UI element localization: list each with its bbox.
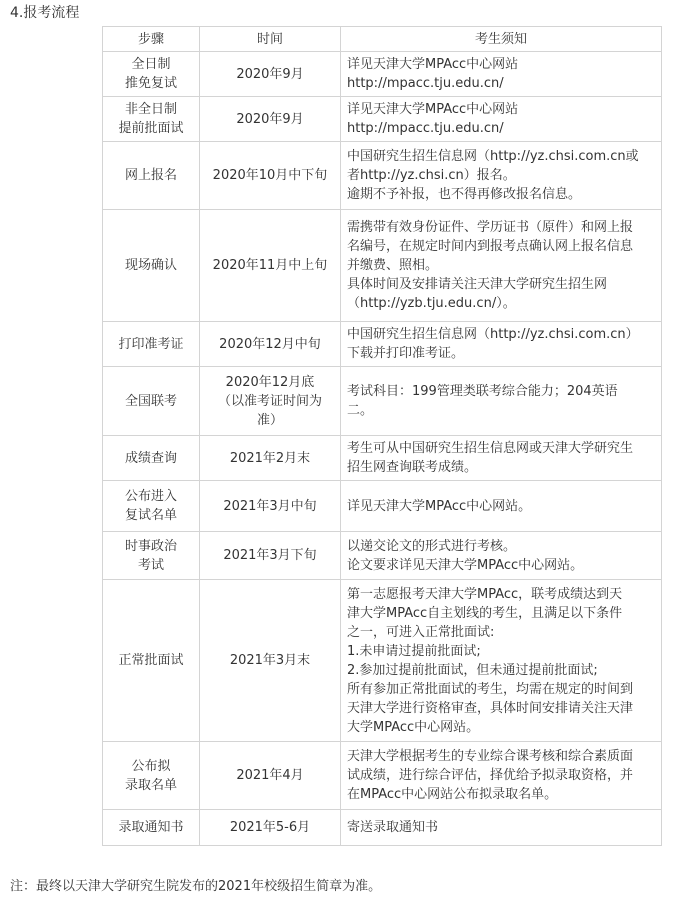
notes-text-line: 二。 [347, 403, 374, 418]
column-header-step: 步骤 [103, 27, 200, 52]
table-row [103, 532, 662, 580]
notes-text-line: 试成绩，进行综合评估，择优给予拟录取资格，并 [347, 768, 634, 783]
table-row [103, 742, 662, 810]
notes-text-line: http://mpacc.tju.edu.cn/ [347, 76, 504, 91]
notes-text-line: 大学MPAcc中心网站。 [347, 719, 480, 735]
notes-text-line: 需携带有效身份证件、学历证书（原件）和网上报 [347, 220, 634, 235]
notes-text-line: 详见天津大学MPAcc中心网站。 [347, 498, 532, 514]
time-text-line: 2020年9月 [236, 66, 304, 82]
notes-text-line: 考生可从中国研究生招生信息网或天津大学研究生 [347, 441, 634, 456]
notes-text-line: 天津大学根据考生的专业综合课考核和综合素质面 [347, 749, 634, 764]
section-heading: 4.报考流程 [10, 5, 80, 21]
notes-text-line: 逾期不予补报，也不得再修改报名信息。 [347, 187, 582, 202]
time-cell [200, 436, 341, 481]
step-cell [103, 742, 200, 810]
time-cell [200, 97, 341, 142]
time-text-line: 2021年4月 [236, 768, 304, 783]
step-text-line: 打印准考证 [118, 336, 184, 352]
notes-cell [341, 367, 662, 436]
notes-text-line: 1.未申请过提前批面试; [347, 643, 481, 659]
column-header-notes: 考生须知 [341, 27, 662, 52]
notes-text-line: 在MPAcc中心网站公布拟录取名单。 [347, 787, 558, 802]
notes-text-line: 下载并打印准考证。 [347, 346, 465, 361]
step-cell [103, 97, 200, 142]
footnote: 注：最终以天津大学研究生院发布的2021年校级招生简章为准。 [10, 879, 382, 894]
notes-text-line: 第一志愿报考天津大学MPAcc，联考成绩达到天 [347, 586, 623, 602]
step-cell [103, 810, 200, 846]
notes-text-line: （http://yzb.tju.edu.cn/）。 [347, 296, 516, 311]
table-row [103, 97, 662, 142]
step-text-line: 网上报名 [124, 168, 177, 183]
step-cell [103, 210, 200, 322]
notes-text-line: http://mpacc.tju.edu.cn/ [347, 121, 504, 136]
notes-cell [341, 436, 662, 481]
notes-text-line: 所有参加正常批面试的考生，均需在规定的时间到 [347, 681, 634, 697]
step-cell [103, 52, 200, 97]
notes-text-line: 详见天津大学MPAcc中心网站 [347, 57, 519, 72]
time-text-line: 2020年11月中上旬 [212, 258, 328, 273]
notes-text-line: 寄送录取通知书 [347, 820, 439, 835]
table-row [103, 322, 662, 367]
time-text-line: 2020年12月底 [225, 374, 315, 390]
step-cell [103, 436, 200, 481]
time-text-line: 2021年3月下旬 [223, 548, 317, 563]
step-text-line: 录取名单 [124, 777, 177, 793]
time-cell [200, 322, 341, 367]
step-cell [103, 532, 200, 580]
notes-text-line: 者http://yz.chsi.cn）报名。 [347, 168, 516, 183]
step-text-line: 成绩查询 [124, 450, 177, 466]
notes-text-line: 招生网查询联考成绩。 [347, 460, 478, 475]
step-cell [103, 142, 200, 210]
table-row [103, 52, 662, 97]
column-header-time: 时间 [200, 27, 341, 52]
table-header [103, 27, 662, 52]
notes-text-line: 论文要求详见天津大学MPAcc中心网站。 [347, 557, 584, 573]
table-row [103, 481, 662, 532]
notes-text-line: 中国研究生招生信息网（http://yz.chsi.com.cn） [347, 327, 639, 342]
notes-cell [341, 52, 662, 97]
notes-text-line: 具体时间及安排请关注天津大学研究生招生网 [347, 277, 608, 292]
table-header-row [103, 27, 662, 52]
notes-cell [341, 322, 662, 367]
step-cell [103, 481, 200, 532]
step-text-line: 公布进入 [124, 489, 177, 504]
time-cell [200, 532, 341, 580]
table-row [103, 580, 662, 742]
notes-cell [341, 210, 662, 322]
notes-text-line: 以递交论文的形式进行考核。 [347, 538, 517, 554]
step-text-line: 现场确认 [124, 258, 177, 273]
time-text-line: 2021年3月末 [229, 653, 311, 668]
time-cell [200, 481, 341, 532]
step-cell [103, 367, 200, 436]
time-cell [200, 210, 341, 322]
notes-cell [341, 97, 662, 142]
table-row [103, 367, 662, 436]
notes-cell [341, 742, 662, 810]
notes-text-line: 详见天津大学MPAcc中心网站 [347, 102, 519, 117]
step-text-line: 全国联考 [124, 393, 177, 409]
step-text-line: 非全日制 [124, 102, 177, 117]
time-cell [200, 580, 341, 742]
notes-cell [341, 810, 662, 846]
table-body [103, 52, 662, 846]
table-row [103, 436, 662, 481]
time-cell [200, 52, 341, 97]
notes-text-line: 天津大学进行资格审查，具体时间安排请关注天津 [347, 700, 634, 716]
step-text-line: 推免复试 [124, 76, 177, 91]
notes-text-line: 津大学MPAcc自主划线的考生，且满足以下条件 [347, 605, 623, 621]
notes-text-line: 中国研究生招生信息网（http://yz.chsi.com.cn或 [347, 149, 639, 164]
notes-text-line: 2.参加过提前批面试，但未通过提前批面试; [347, 662, 598, 678]
table-row [103, 810, 662, 846]
notes-cell [341, 481, 662, 532]
time-cell [200, 142, 341, 210]
time-text-line: 2021年2月末 [229, 450, 311, 466]
notes-text-line: 之一，可进入正常批面试: [347, 624, 495, 640]
table-row [103, 142, 662, 210]
step-text-line: 正常批面试 [118, 653, 184, 668]
notes-text-line: 考试科目：199管理类联考综合能力；204英语 [347, 384, 618, 399]
time-text-line: （以准考证时间为 [217, 393, 322, 409]
time-text-line: 2020年10月中下旬 [212, 168, 328, 183]
time-text-line: 2021年3月中旬 [223, 498, 317, 514]
notes-cell [341, 532, 662, 580]
step-cell [103, 322, 200, 367]
time-cell [200, 367, 341, 436]
step-text-line: 公布拟 [131, 758, 171, 774]
step-text-line: 录取通知书 [118, 820, 184, 835]
step-text-line: 考试 [137, 557, 164, 573]
notes-cell [341, 142, 662, 210]
notes-text-line: 名编号，在规定时间内到报考点确认网上报名信息 [347, 239, 634, 254]
notes-text-line: 并缴费、照相。 [347, 258, 439, 273]
step-text-line: 全日制 [131, 57, 171, 72]
step-text-line: 提前批面试 [118, 121, 184, 136]
step-text-line: 复试名单 [124, 508, 177, 523]
time-text-line: 准） [256, 412, 283, 428]
notes-cell [341, 580, 662, 742]
time-cell [200, 742, 341, 810]
admission-process-table [102, 26, 662, 846]
table-row [103, 210, 662, 322]
time-text-line: 2020年9月 [236, 111, 304, 127]
time-cell [200, 810, 341, 846]
time-text-line: 2020年12月中旬 [219, 336, 321, 352]
step-cell [103, 580, 200, 742]
step-text-line: 时事政治 [124, 538, 177, 554]
time-text-line: 2021年5-6月 [229, 820, 311, 835]
